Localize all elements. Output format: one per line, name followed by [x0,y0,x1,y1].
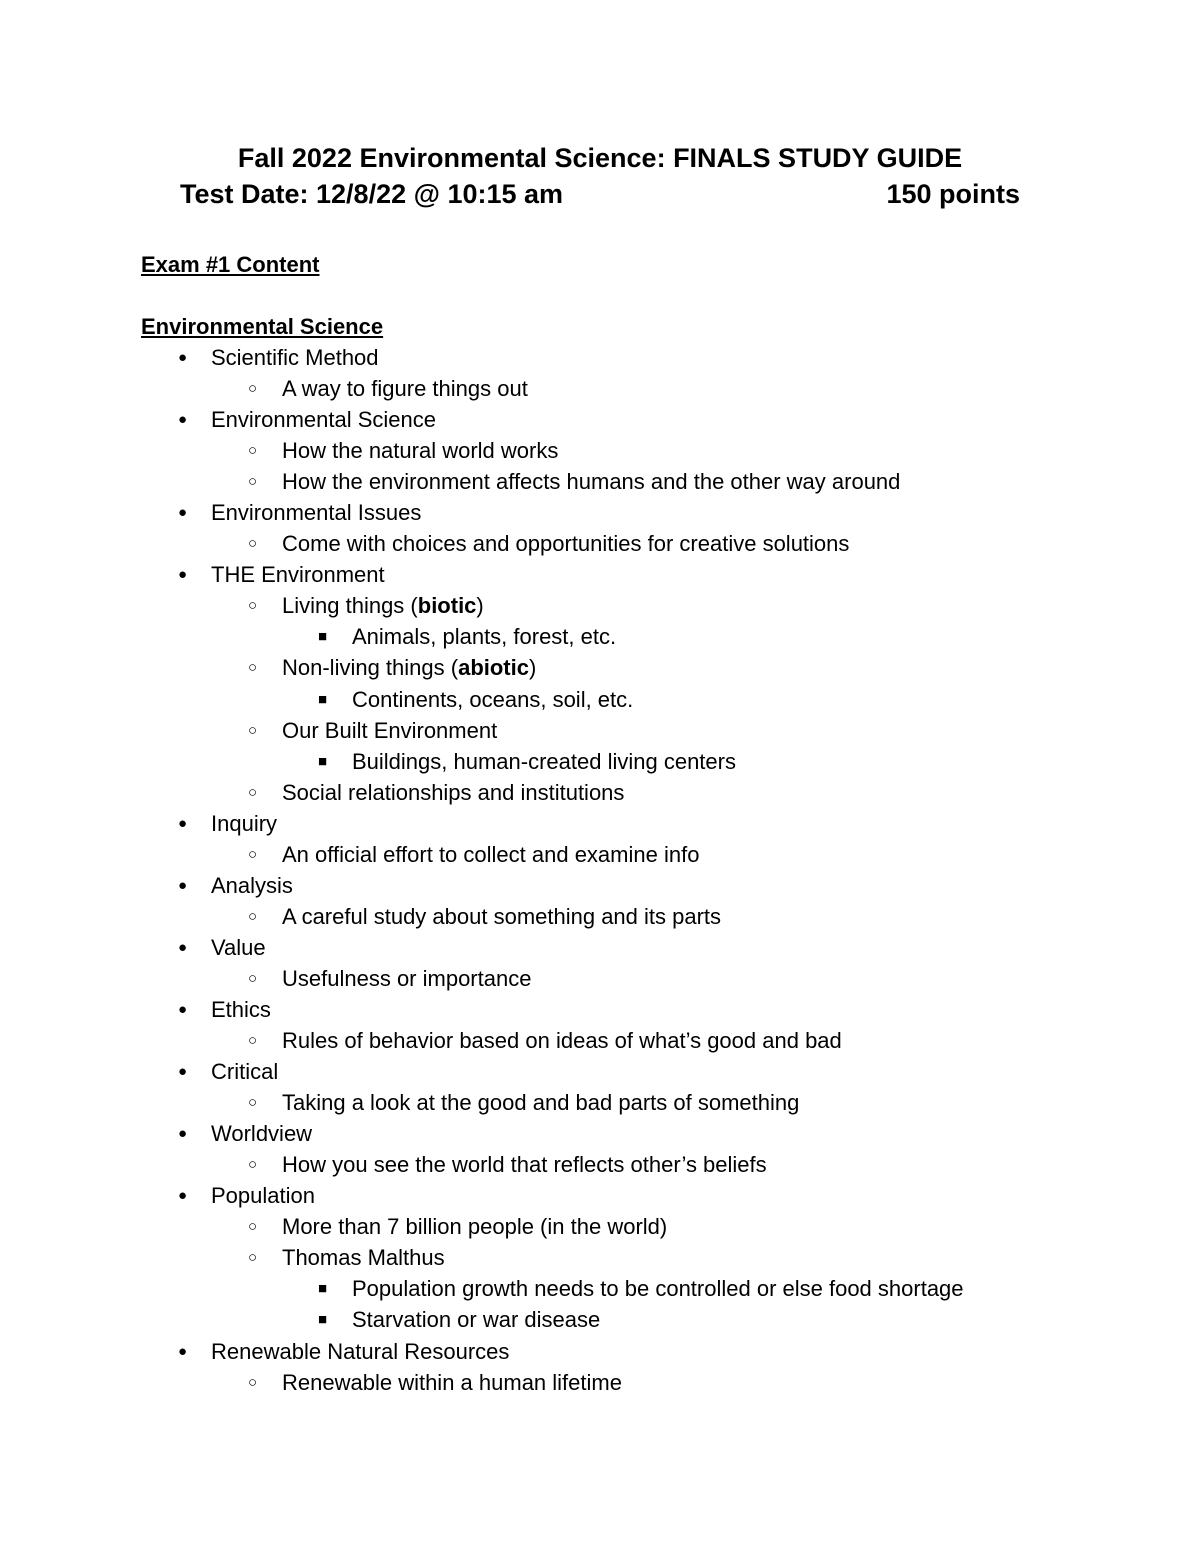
list-item [0,1118,1200,1149]
bullet-icon: ● [178,876,188,894]
study-outline [0,342,1200,1398]
topic-text: Critical [211,1059,279,1085]
list-item [0,1180,1200,1211]
list-item [0,342,1200,373]
list-item [0,777,1200,808]
bullet-icon: ● [178,938,188,956]
topic-text: Environmental Science [211,407,437,433]
detail-text: Our Built Environment [282,717,498,743]
list-item [0,1273,1200,1304]
list-item [0,466,1200,497]
circle-bullet-icon: ○ [248,1373,258,1391]
circle-bullet-icon: ○ [248,907,258,925]
list-item [0,1211,1200,1242]
topic-text: Environmental Issues [211,500,422,526]
circle-bullet-icon: ○ [248,783,258,801]
detail-text: An official effort to collect and examine info [282,841,700,867]
list-item [0,404,1200,435]
detail-text-prefix: Non-living things ( [282,655,459,681]
square-bullet-icon: ■ [318,1280,328,1298]
list-item [0,373,1200,404]
detail-text: Social relationships and institutions [282,779,625,805]
list-item [0,839,1200,870]
list-item [0,746,1200,777]
list-item [0,808,1200,839]
list-item [0,1367,1200,1398]
list-item [0,590,1200,621]
bullet-icon: ● [178,1125,188,1143]
list-item [0,1087,1200,1118]
detail-text: Come with choices and opportunities for creative solutions [282,531,850,557]
bullet-icon: ● [178,504,188,522]
section-heading: Environmental Science [141,314,384,339]
bullet-icon: ● [178,1187,188,1205]
detail-text: How the natural world works [282,438,559,464]
detail-text-prefix: Living things ( [282,593,418,619]
topic-text: Population [211,1183,315,1209]
topic-text: Worldview [211,1121,313,1147]
exam-heading: Exam #1 Content [141,252,320,277]
circle-bullet-icon: ○ [248,380,258,398]
circle-bullet-icon: ○ [248,597,258,615]
example-text: Buildings, human-created living centers [352,748,736,774]
key-term: biotic [417,593,477,619]
circle-bullet-icon: ○ [248,659,258,677]
topic-text: Ethics [211,996,271,1022]
list-item [0,497,1200,528]
detail-text: Usefulness or importance [282,965,532,991]
bullet-icon: ● [178,814,188,832]
topic-text: Renewable Natural Resources [211,1338,510,1364]
detail-text-suffix: ) [528,655,537,681]
example-text: Starvation or war disease [352,1307,601,1333]
list-item [0,684,1200,715]
detail-text [282,652,536,683]
circle-bullet-icon: ○ [248,1032,258,1050]
document-title: Fall 2022 Environmental Science: FINALS STUDY GUIDE [237,143,963,173]
bullet-icon: ● [178,566,188,584]
topic-text: Scientific Method [211,345,379,370]
list-item [0,435,1200,466]
list-item [0,963,1200,994]
list-item [0,1242,1200,1273]
topic-text: THE Environment [211,562,385,588]
square-bullet-icon: ■ [318,752,328,770]
key-term: abiotic [458,655,529,681]
bullet-icon: ● [178,349,188,366]
test-date: Test Date: 12/8/22 @ 10:15 am [180,179,564,209]
list-item [0,870,1200,901]
list-item [0,528,1200,559]
detail-text: More than 7 billion people (in the world) [282,1214,668,1240]
bullet-icon: ● [178,1342,188,1360]
square-bullet-icon: ■ [318,1311,328,1329]
list-item [0,621,1200,652]
topic-text: Inquiry [211,810,278,836]
list-item [0,1056,1200,1087]
detail-text: A careful study about something and its parts [282,903,722,929]
detail-text-suffix: ) [476,593,484,619]
detail-text: Rules of behavior based on ideas of what’s good and bad [282,1028,842,1054]
list-item [0,1025,1200,1056]
detail-text: A way to figure things out [282,376,528,402]
list-item [0,1149,1200,1180]
square-bullet-icon: ■ [318,628,328,646]
list-item [0,901,1200,932]
circle-bullet-icon: ○ [248,1218,258,1236]
detail-text: How the environment affects humans and the other way around [282,469,901,495]
detail-text [282,590,484,621]
topic-text: Value [211,934,266,960]
circle-bullet-icon: ○ [248,473,258,491]
bullet-icon: ● [178,411,188,429]
example-text: Continents, oceans, soil, etc. [352,686,634,712]
circle-bullet-icon: ○ [248,442,258,460]
bullet-icon: ● [178,1000,188,1018]
circle-bullet-icon: ○ [248,1249,258,1267]
example-text: Population growth needs to be controlled or else food shortage [352,1276,964,1302]
list-item [0,932,1200,963]
detail-text: Taking a look at the good and bad parts of something [282,1090,800,1116]
detail-text: How you see the world that reflects other’s beliefs [282,1152,767,1178]
circle-bullet-icon: ○ [248,969,258,987]
detail-text: Renewable within a human lifetime [282,1369,622,1395]
circle-bullet-icon: ○ [248,1156,258,1174]
list-item [0,994,1200,1025]
detail-text: Thomas Malthus [282,1245,445,1271]
list-item [0,559,1200,590]
square-bullet-icon: ■ [318,690,328,708]
test-info-line [180,177,1020,211]
circle-bullet-icon: ○ [248,845,258,863]
list-item [0,1304,1200,1335]
list-item [0,1336,1200,1367]
list-item [0,715,1200,746]
topic-text: Analysis [211,872,293,898]
bullet-icon: ● [178,1063,188,1081]
circle-bullet-icon: ○ [248,721,258,739]
list-item [0,652,1200,683]
circle-bullet-icon: ○ [248,535,258,553]
example-text: Animals, plants, forest, etc. [352,624,617,650]
total-points: 150 points [886,179,1020,209]
circle-bullet-icon: ○ [248,1094,258,1112]
